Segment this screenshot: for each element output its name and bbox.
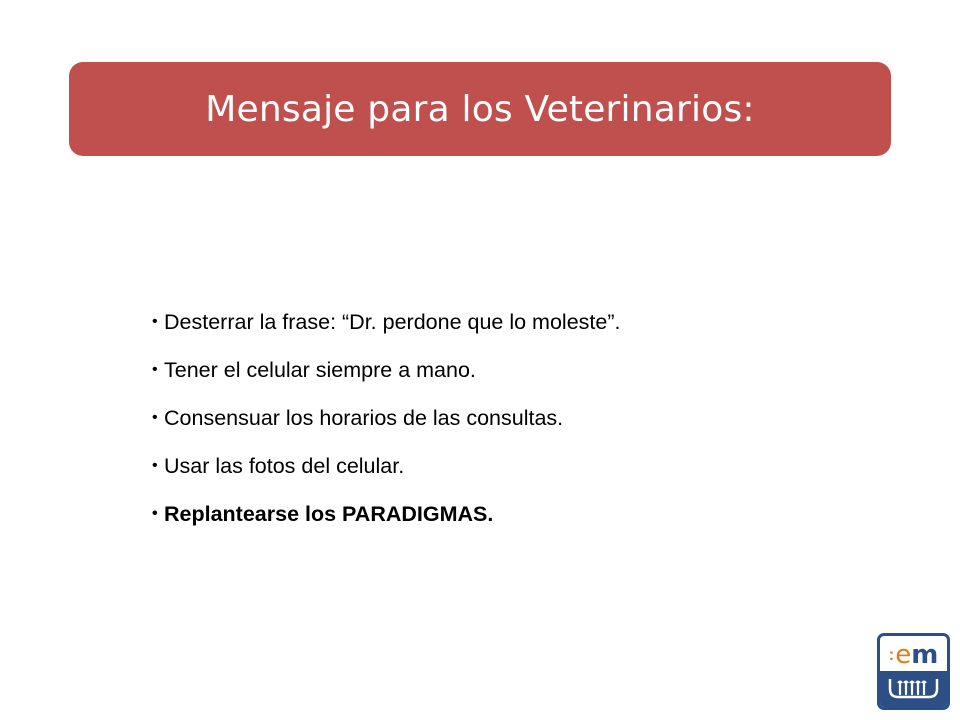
bullet-text: Usar las fotos del celular. <box>164 454 405 478</box>
bullet-item <box>152 298 620 346</box>
logo-tooth-band <box>880 671 947 707</box>
bullet-item <box>152 346 620 394</box>
bullet-item <box>152 394 620 442</box>
logo-letter-e: e <box>895 640 912 670</box>
bullet-dot-icon: • <box>152 313 158 330</box>
bullet-item <box>152 442 620 490</box>
bullet-dot-icon: • <box>152 505 158 522</box>
logo-wordmark <box>880 636 947 674</box>
slide-title: Mensaje para los Veterinarios: <box>205 88 755 130</box>
bullet-item <box>152 490 620 538</box>
bullet-dot-icon: • <box>152 361 158 378</box>
logo-letter-m: m <box>911 640 939 670</box>
bullet-dot-icon: • <box>152 409 158 426</box>
bullet-text: Desterrar la frase: “Dr. perdone que lo moleste”. <box>164 310 621 334</box>
title-banner <box>69 62 891 156</box>
bullet-list <box>152 298 620 538</box>
teeth-icon <box>880 671 947 707</box>
bullet-text: Consensuar los horarios de las consultas. <box>164 406 564 430</box>
em-logo-icon <box>877 633 950 710</box>
bullet-dot-icon: • <box>152 457 158 474</box>
bullet-text: Tener el celular siempre a mano. <box>164 358 476 382</box>
bullet-text-emphasis: Replantearse los PARADIGMAS. <box>164 502 494 526</box>
logo-colon: : <box>888 645 895 664</box>
